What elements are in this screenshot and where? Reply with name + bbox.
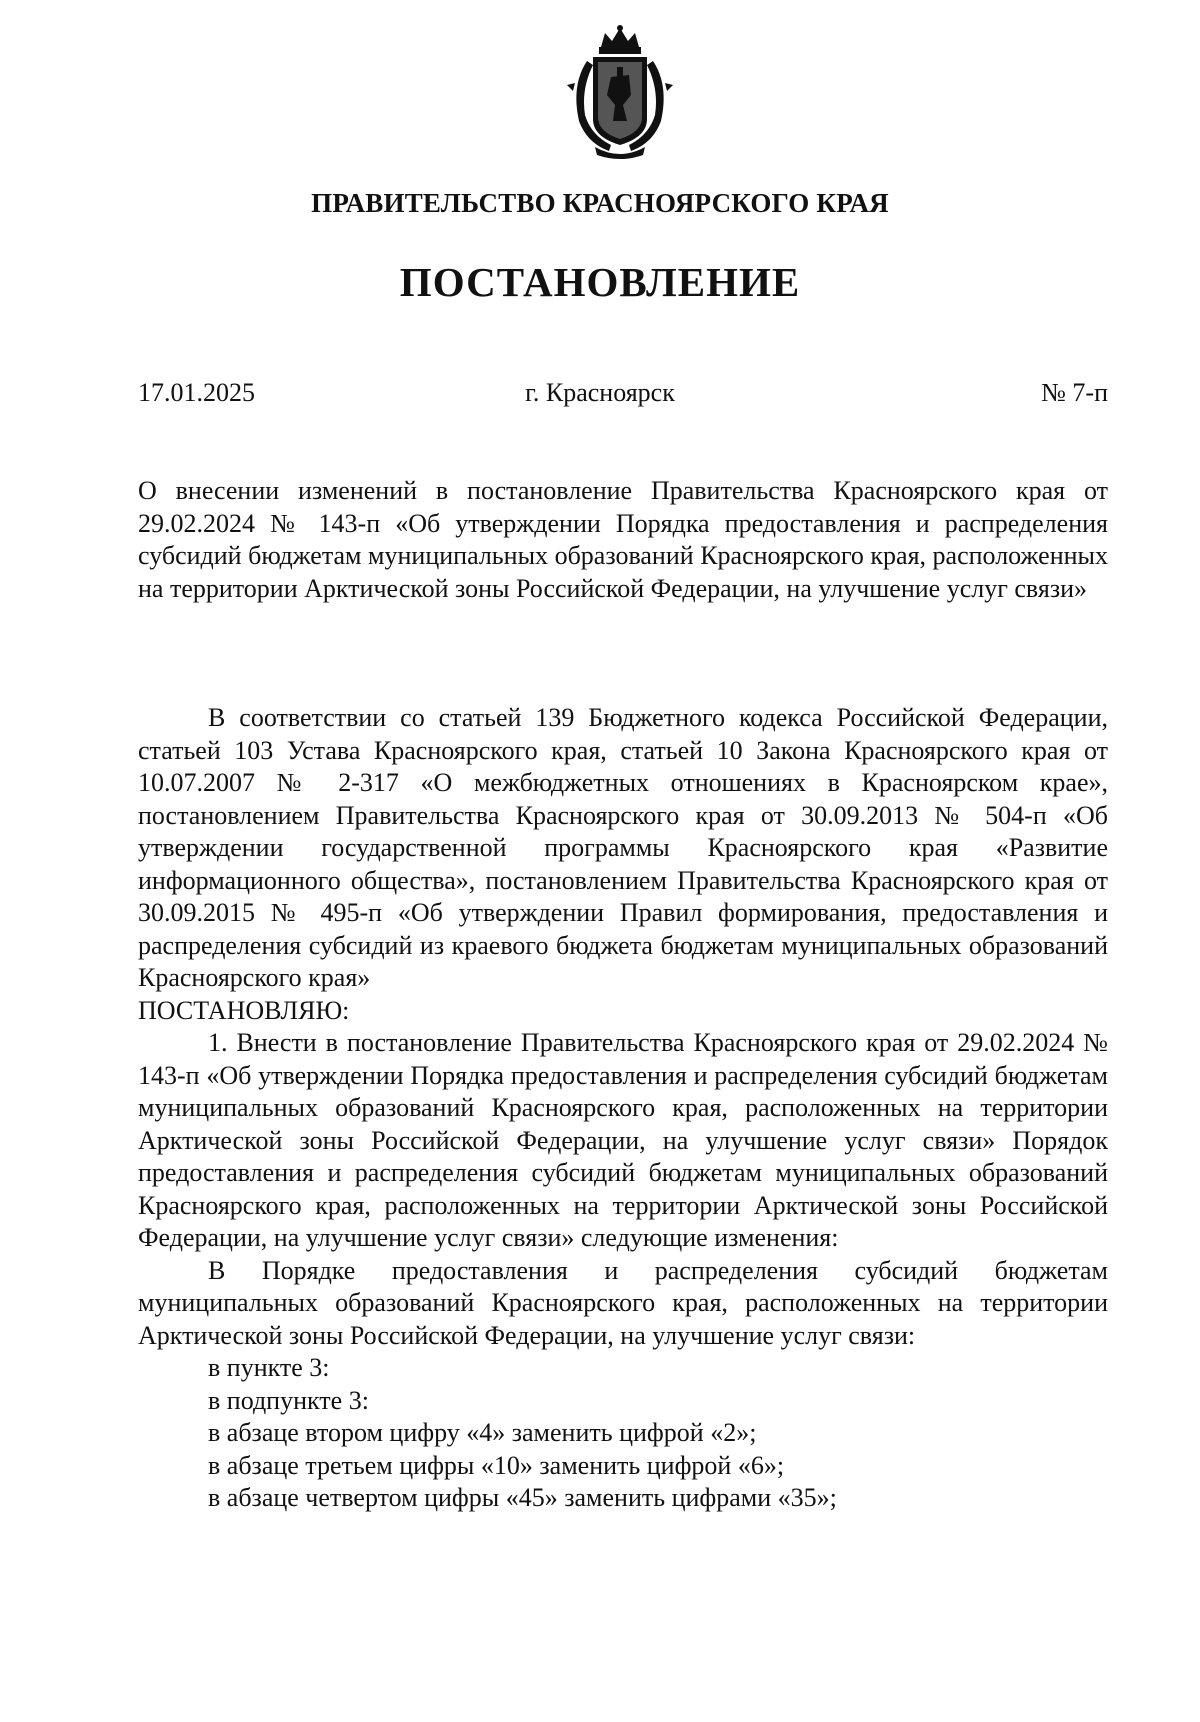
document-body xyxy=(138,702,1108,1515)
item-1-paragraph: 1. Внести в постановление Правительства Красноярского края от 29.02.2024 № 143-п «Об утверждении Порядка предоставления и распределения субсидий бюджетам муниципальных образований Красноярского края, расположенных на территории Арктической зоны Российской Федерации, на улучшение услуг связи» Порядок предоставления и распределения субсидий бюджетам муниципальных образований Красноярского края, расположенных на территории Арктической зоны Российской Федерации, на улучшение услуг связи» следующие изменения: xyxy=(138,1028,1108,1252)
preamble-paragraph: В соответствии со статьей 139 Бюджетного кодекса Российской Федерации, статьей 103 Устава Красноярского края, статьей 10 Закона Красноярского края от 10.07.2007 № 2-317 «О межбюджетных отношениях в Красноярском крае», постановлением Правительства Красноярского края от 30.09.2013 № 504-п «Об утверждении государственной программы Красноярского края «Развитие информационного общества», постановлением Правительства Красноярского края от 30.09.2015 № 495-п «Об утверждении Правил формирования, предоставления и распределения субсидий из краевого бюджета бюджетам муниципальных образований Красноярского края» xyxy=(138,703,1108,992)
krasnoyarsk-coat-of-arms-icon xyxy=(565,25,675,161)
document-number: № 7-п xyxy=(1041,378,1108,407)
item-1-sub-paragraph: В Порядке предоставления и распределения субсидий бюджетам муниципальных образований Красноярского края, расположенных на территории Арктической зоны Российской Федерации, на улучшение услуг связи: xyxy=(138,1255,1108,1350)
list-item: в абзаце втором цифру «4» заменить цифрой «2»; xyxy=(208,1418,757,1447)
organization-name: ПРАВИТЕЛЬСТВО КРАСНОЯРСКОГО КРАЯ xyxy=(311,188,889,218)
document-subject: О внесении изменений в постановление Правительства Красноярского края от 29.02.2024 № 143-п «Об утверждении Порядка предоставления и распределения субсидий бюджетам муниципальных образований Красноярского края, расположенных на территории Арктической зоны Российской Федерации, на улучшение услуг связи» xyxy=(138,476,1108,603)
list-item: в подпункте 3: xyxy=(208,1385,369,1415)
decree-word: ПОСТАНОВЛЯЮ: xyxy=(138,995,350,1025)
list-item: в абзаце третьем цифры «10» заменить цифрой «6»; xyxy=(208,1450,785,1480)
list-item: в абзаце четвертом цифры «45» заменить цифрами «35»; xyxy=(208,1483,837,1512)
list-item: в пункте 3: xyxy=(208,1353,330,1382)
document-date: 17.01.2025 xyxy=(138,378,255,407)
document-city: г. Красноярск xyxy=(525,378,675,407)
document-type-title: ПОСТАНОВЛЕНИЕ xyxy=(399,259,801,305)
